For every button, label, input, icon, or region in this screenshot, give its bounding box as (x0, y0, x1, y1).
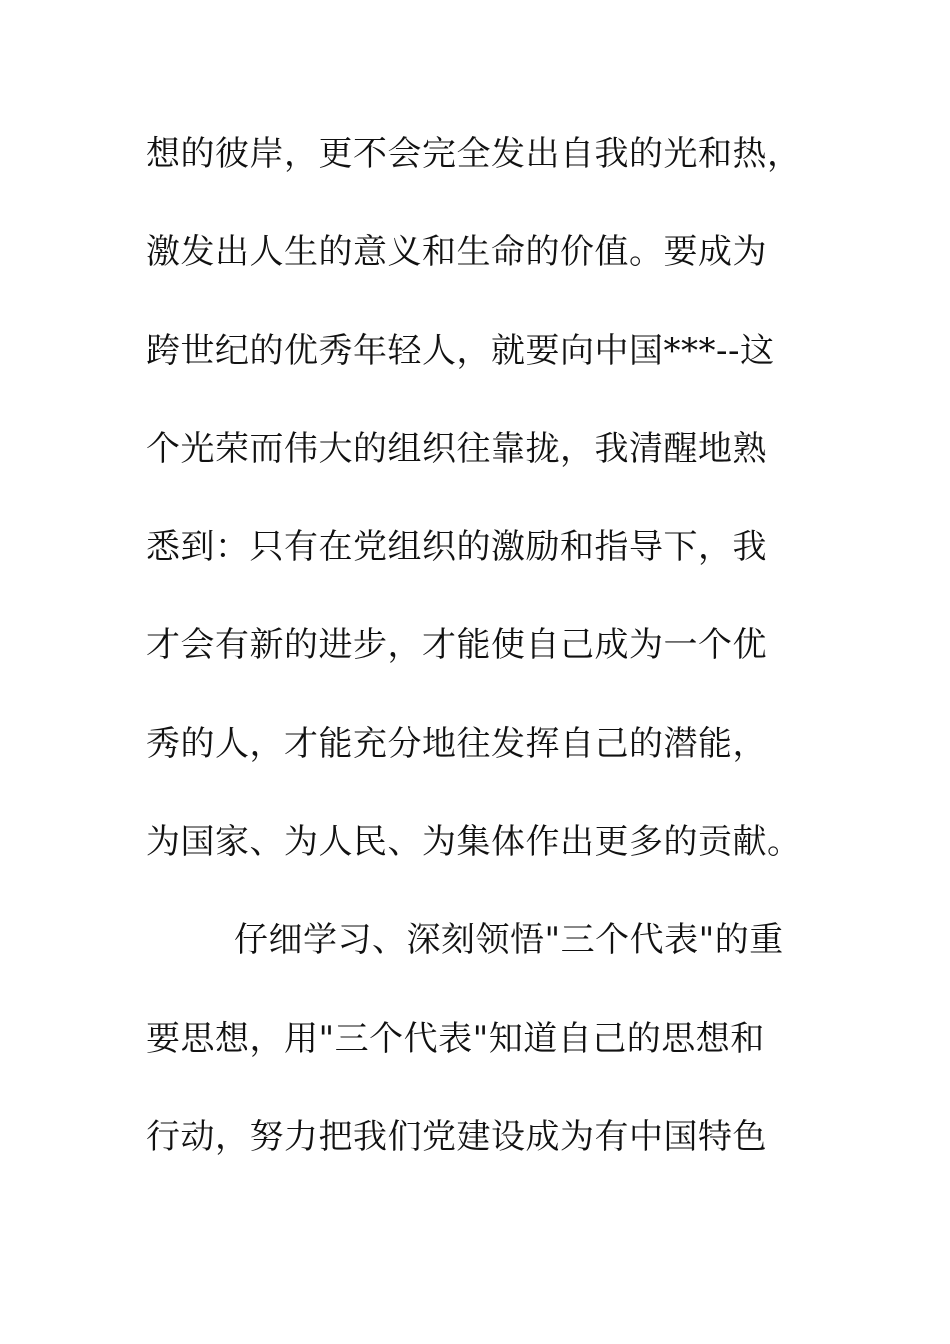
paragraph-start-line: 仔细学习、深刻领悟"三个代表"的重 (234, 920, 784, 961)
body-text (146, 124, 826, 1205)
text-line-2: 激发出人生的意义和生命的价值。要成为 (146, 232, 767, 273)
text-line-3: 跨世纪的优秀年轻人，就要向中国***--这 (146, 330, 775, 371)
text-line-4: 个光荣而伟大的组织往靠拢，我清醒地熟 (146, 428, 767, 469)
text-line-10: 要思想，用"三个代表"知道自己的思想和 (146, 1018, 765, 1059)
text-line-7: 秀的人，才能充分地往发挥自己的潜能， (146, 723, 767, 764)
text-line-6: 才会有新的进步，才能使自己成为一个优 (146, 625, 767, 666)
text-line-11: 行动，努力把我们党建设成为有中国特色 (146, 1116, 767, 1157)
text-line-5: 悉到：只有在党组织的激励和指导下，我 (146, 527, 767, 568)
text-line-8: 为国家、为人民、为集体作出更多的贡献。 (146, 822, 802, 863)
text-line-1: 想的彼岸，更不会完全发出自我的光和热， (146, 134, 802, 174)
